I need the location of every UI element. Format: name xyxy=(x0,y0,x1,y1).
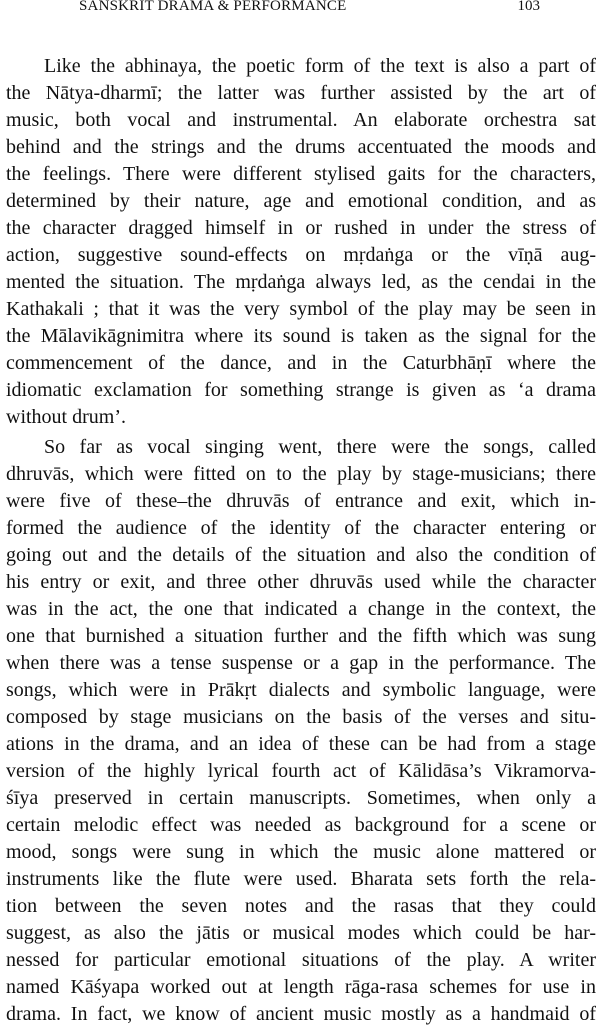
text-line: one that burnished a situation further and the fifth which was sung xyxy=(6,625,596,647)
running-head-title: SANSKRIT DRAMA & PERFORMANCE xyxy=(79,0,347,14)
text-line: mented the situation. The mṛdaṅga always led, as the cendai in the xyxy=(6,271,596,293)
text-line: without drum’. xyxy=(6,406,126,428)
text-line: idiomatic exclamation for something strange is given as ‘a drama xyxy=(6,379,596,401)
text-line: suggest, as also the jātis or musical modes which could be har- xyxy=(6,922,596,944)
text-line: commencement of the dance, and in the Caturbhāṇī where the xyxy=(6,352,596,374)
text-line: tion between the seven notes and the rasas that they could xyxy=(6,895,596,917)
text-line: version of the highly lyrical fourth act of Kālidāsa’s Vikramorva- xyxy=(6,760,596,782)
text-line: determined by their nature, age and emotional condition, and as xyxy=(6,190,596,212)
text-line: certain melodic effect was needed as background for a scene or xyxy=(6,814,596,836)
page-number: 103 xyxy=(517,0,540,14)
text-line: when there was a tense suspense or a gap in the performance. The xyxy=(6,652,596,674)
text-line: behind and the strings and the drums accentuated the moods and xyxy=(6,136,596,158)
text-line: dhruvās, which were fitted on to the play by stage-musicians; there xyxy=(6,463,596,485)
text-line: action, suggestive sound-effects on mṛdaṅga or the vīṇā aug- xyxy=(6,244,596,266)
text-line: the Nātya-dharmī; the latter was further assisted by the art of xyxy=(6,82,596,104)
text-line: drama. In fact, we know of ancient music mostly as a handmaid of xyxy=(6,1003,596,1025)
text-line: his entry or exit, and three other dhruvās used while the character xyxy=(6,571,596,593)
running-header xyxy=(0,0,600,22)
text-line: formed the audience of the identity of the character entering or xyxy=(6,517,596,539)
text-line: the character dragged himself in or rushed in under the stress of xyxy=(6,217,596,239)
text-line: the feelings. There were different stylised gaits for the characters, xyxy=(6,163,596,185)
text-line: going out and the details of the situation and also the condition of xyxy=(6,544,596,566)
text-line: mood, songs were sung in which the music alone mattered or xyxy=(6,841,596,863)
text-line: were five of these–the dhruvās of entrance and exit, which in- xyxy=(6,490,596,512)
text-line: śīya preserved in certain manuscripts. Sometimes, when only a xyxy=(6,787,596,809)
text-line: was in the act, the one that indicated a change in the context, the xyxy=(6,598,596,620)
paragraph-vocal-singing xyxy=(0,434,600,1028)
text-line: Like the abhinaya, the poetic form of the text is also a part of xyxy=(44,55,596,77)
text-line: ations in the drama, and an idea of these can be had from a stage xyxy=(6,733,596,755)
text-line: instruments like the flute were used. Bharata sets forth the rela- xyxy=(6,868,596,890)
text-line: So far as vocal singing went, there were the songs, called xyxy=(44,436,596,458)
text-line: Kathakali ; that it was the very symbol of the play may be seen in xyxy=(6,298,596,320)
text-line: named Kāśyapa worked out at length rāga-rasa schemes for use in xyxy=(6,976,596,998)
text-line: composed by stage musicians on the basis of the verses and situ- xyxy=(6,706,596,728)
text-line: nessed for particular emotional situations of the play. A writer xyxy=(6,949,596,971)
text-line: music, both vocal and instrumental. An elaborate orchestra sat xyxy=(6,109,596,131)
text-line: the Mālavikāgnimitra where its sound is taken as the signal for the xyxy=(6,325,596,347)
paragraph-abhinaya xyxy=(0,53,600,431)
text-line: songs, which were in Prākṛt dialects and symbolic language, were xyxy=(6,679,596,701)
